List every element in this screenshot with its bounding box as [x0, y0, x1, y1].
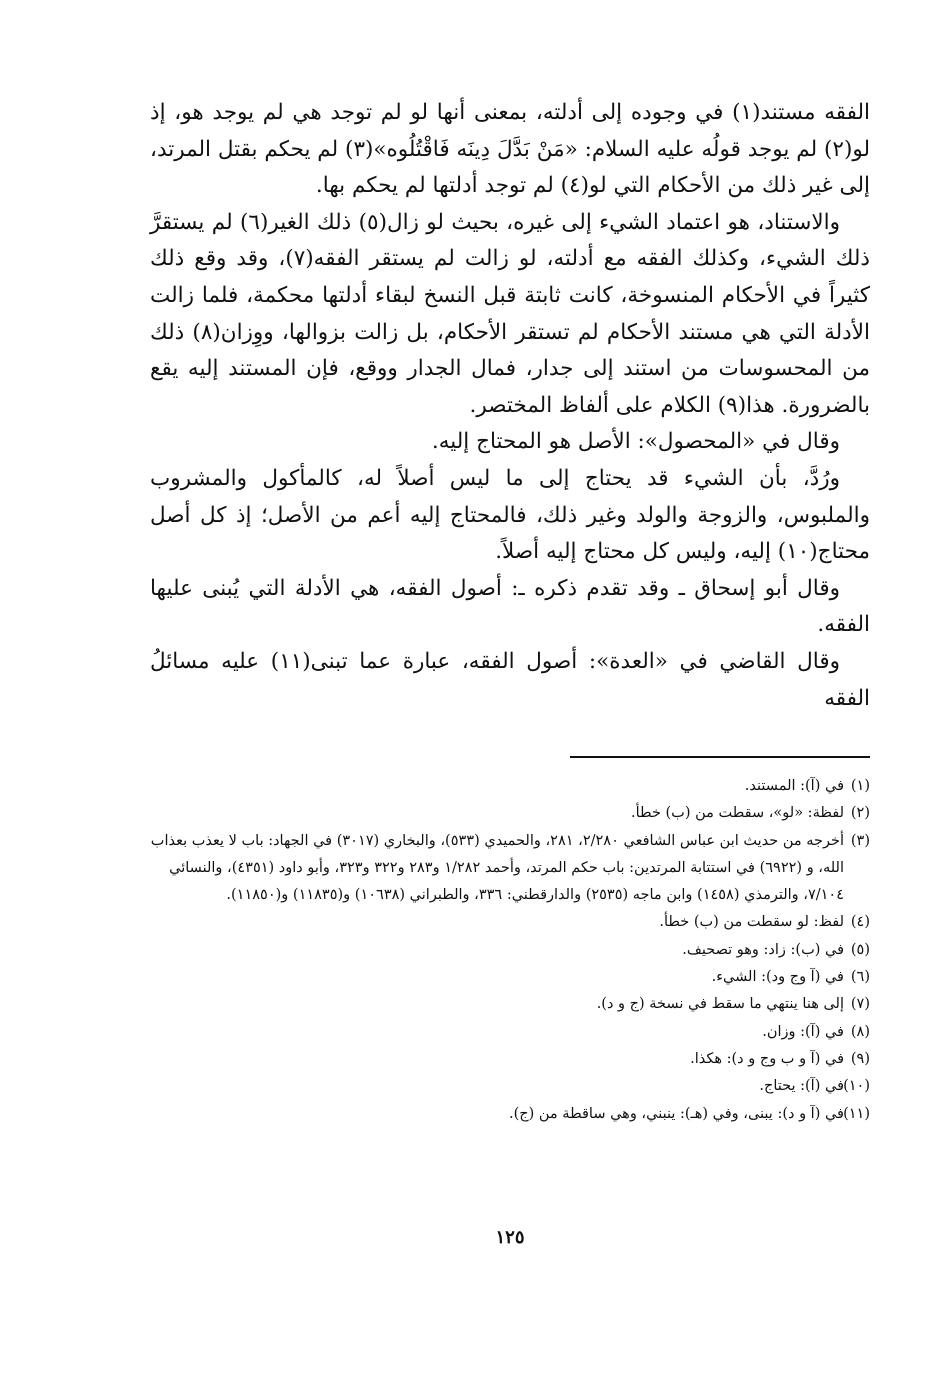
footnote-text: في (آ وج ود): الشيء. [711, 969, 844, 986]
footnote-text: لفظة: «لو»، سقطت من (ب) خطأ. [631, 805, 844, 822]
footnote-number: (١) [850, 778, 870, 794]
footnote-text: إلى هنا ينتهي ما سقط في نسخة (ج و د). [596, 996, 844, 1013]
page-number: ١٢٥ [495, 1227, 525, 1248]
footnote-text: في (آ و د): يبنى، وفي (هـ): ينبني، وهي ساقطة من (ج). [509, 1105, 844, 1122]
footnote-number: (١١) [843, 1105, 870, 1122]
main-text [150, 95, 870, 717]
footnote-number: (٣) [850, 832, 870, 849]
footnote [150, 964, 870, 991]
paragraph-6: وقال القاضي في «العدة»: أصول الفقه، عبارة عما تبنى(١١) عليه مسائلُ الفقه [150, 648, 870, 711]
footnote-number: (٨) [850, 1023, 870, 1040]
footnote-text: في (آ): المستند. [744, 778, 844, 794]
footnote [150, 909, 870, 936]
footnote [150, 828, 870, 910]
footnote-number: (١٠) [843, 1078, 870, 1095]
footnote [150, 991, 870, 1018]
book-page [150, 95, 870, 1295]
paragraph-1: الفقه مستند(١) في وجوده إلى أدلته، بمعنى أنها لو لم توجد هي لم يوجد هو، إذ لو(٢) لم يوجد قولُه عليه السلام: «مَنْ بَدَّلَ دِينَه فَاقْتُلُوه»(٣) لم يحكم بقتل المرتد، إلى غير ذلك من الأحكام التي لو(٤) لم توجد أدلتها لم يحكم بها. [150, 100, 870, 199]
footnote-number: (٢) [850, 805, 870, 822]
footnote [150, 800, 870, 827]
footnotes [150, 773, 870, 1128]
paragraph-2: والاستناد، هو اعتماد الشيء إلى غيره، بحيث لو زال(٥) ذلك الغير(٦) لم يستقرَّ ذلك الشيء، وكذلك الفقه مع أدلته، لو زالت لم يستقر الفقه(٧)، وقد وقع ذلك كثيراً في الأحكام المنسوخة، كانت ثابتة قبل النسخ لبقاء أدلتها محكمة، فلما زالت الأدلة التي هي مستند الأحكام لم تستقر الأحكام، بل زالت بزوالها، ووِزان(٨) ذلك من المحسوسات من استند إلى جدار، فمال الجدار ووقع، فإن المستند إليه يقع بالضرورة. هذا(٩) الكلام على ألفاظ المختصر. [150, 209, 871, 418]
footnote-number: (٩) [850, 1050, 870, 1067]
footnote-number: (٧) [850, 996, 870, 1013]
footnote-text: أخرجه من حديث ابن عباس الشافعي ٢/٢٨٠، ٢٨١، والحميدي (٥٣٣)، والبخاري (٣٠١٧) في الجهاد: باب لا يعذب بعذاب الله، و (٦٩٢٢) في استتابة المرتدين: باب حكم المرتد، وأحمد ١/٢٨٢ و٢٨٣ و٣٢٢ و٣٢٣، وأبو داود (٤٣٥١)، والنسائي ٧/١٠٤، والترمذي (١٤٥٨) وابن ماجه (٢٥٣٥) والدارقطني: ٣٣٦، والطبراني (١٠٦٣٨) و(١١٨٣٥) و(١١٨٥٠). [150, 832, 844, 904]
footnote [150, 937, 870, 964]
footnote-number: (٦) [850, 969, 870, 986]
paragraph-4: ورُدَّ، بأن الشيء قد يحتاج إلى ما ليس أصلاً له، كالمأكول والمشروب والملبوس، والزوجة والولد وغير ذلك، فالمحتاج إليه أعم من الأصل؛ إذ كل أصل محتاج(١٠) إليه، وليس كل محتاج إليه أصلاً. [150, 465, 870, 565]
footnote-text: في (آ و ب وج و د): هكذا. [690, 1050, 844, 1067]
footnote-text: في (آ): يحتاج. [759, 1078, 844, 1095]
footnote [150, 1073, 870, 1100]
footnote-text: لفظ: لو سقطت من (ب) خطأ. [659, 914, 844, 931]
footnote-text: في (آ): وزان. [762, 1023, 844, 1040]
footnote [150, 1019, 870, 1046]
footnote-separator [570, 756, 870, 758]
footnote-number: (٤) [850, 914, 870, 931]
paragraph-3: وقال في «المحصول»: الأصل هو المحتاج إليه. [431, 429, 840, 455]
paragraph-5: وقال أبو إسحاق ـ وقد تقدم ذكره ـ: أصول الفقه، هي الأدلة التي يُبنى عليها الفقه. [150, 575, 870, 638]
footnote [150, 773, 870, 800]
footnote-number: (٥) [850, 941, 870, 958]
footnote-text: في (ب): زاد: وهو تصحيف. [682, 941, 844, 958]
footnote [150, 1046, 870, 1073]
footnote [150, 1101, 870, 1128]
